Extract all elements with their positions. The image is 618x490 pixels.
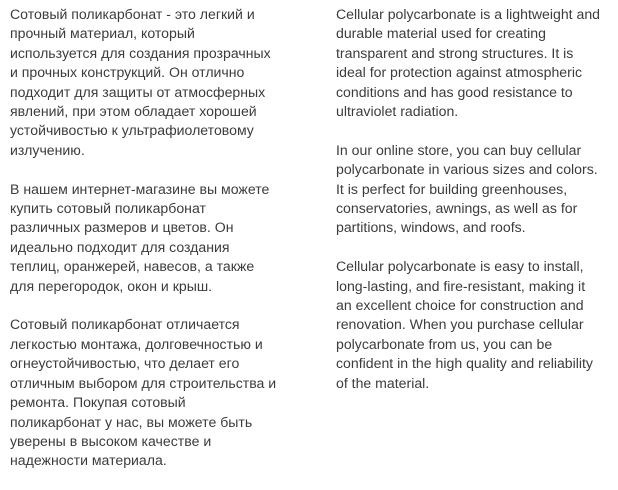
text-line: transparent and strong structures. It is bbox=[336, 44, 574, 61]
text-line: прочный материал, который bbox=[10, 25, 195, 42]
text-line: polycarbonate from us, you can be bbox=[336, 335, 553, 352]
english-paragraph-1 bbox=[336, 5, 612, 121]
text-line: различных размеров и цветов. Он bbox=[10, 219, 234, 236]
text-line: long-lasting, and fire-resistant, making it bbox=[336, 277, 586, 294]
text-line: для перегородок, окон и крыш. bbox=[10, 277, 213, 294]
text-line: огнеустойчивостью, что делает его bbox=[10, 355, 240, 372]
text-line: используется для создания прозрачных bbox=[10, 44, 271, 61]
russian-paragraph-2 bbox=[10, 180, 296, 296]
text-line: It is perfect for building greenhouses, bbox=[336, 180, 568, 197]
text-line: идеально подходит для создания bbox=[10, 238, 230, 255]
text-line: Cellular polycarbonate is easy to install, bbox=[336, 258, 584, 275]
text-line: теплиц, оранжерей, навесов, а также bbox=[10, 258, 255, 275]
text-line: надежности материала. bbox=[10, 452, 167, 469]
text-line: уверены в высоком качестве и bbox=[10, 432, 212, 449]
text-line: In our online store, you can buy cellular bbox=[336, 141, 582, 158]
text-line: ремонта. Покупая сотовый bbox=[10, 394, 186, 411]
text-line: поликарбонат у нас, вы можете быть bbox=[10, 413, 253, 430]
text-line: partitions, windows, and roofs. bbox=[336, 219, 526, 236]
text-line: и прочных конструкций. Он отлично bbox=[10, 64, 245, 81]
text-line: polycarbonate in various sizes and colors. bbox=[336, 161, 598, 178]
text-line: ultraviolet radiation. bbox=[336, 103, 459, 120]
english-paragraph-3 bbox=[336, 257, 612, 393]
russian-text-column bbox=[10, 5, 296, 490]
text-line: Сотовый поликарбонат - это легкий и bbox=[10, 6, 255, 22]
russian-paragraph-1 bbox=[10, 5, 296, 160]
text-line: отличным выбором для строительства и bbox=[10, 374, 277, 391]
text-line: купить сотовый поликарбонат bbox=[10, 200, 206, 217]
text-line: renovation. When you purchase cellular bbox=[336, 316, 584, 333]
text-line: Сотовый поликарбонат отличается bbox=[10, 316, 240, 333]
text-line: conditions and has good resistance to bbox=[336, 83, 573, 100]
english-text-column bbox=[336, 5, 612, 412]
text-line: ideal for protection against atmospheric bbox=[336, 64, 582, 81]
text-line: излучению. bbox=[10, 141, 85, 158]
text-line: подходит для защиты от атмосферных bbox=[10, 83, 266, 100]
text-line: of the material. bbox=[336, 374, 430, 391]
text-line: confident in the high quality and reliability bbox=[336, 355, 593, 372]
text-line: Cellular polycarbonate is a lightweight and bbox=[336, 6, 601, 22]
text-line: легкостью монтажа, долговечностью и bbox=[10, 335, 263, 352]
text-line: В нашем интернет-магазине вы можете bbox=[10, 180, 270, 197]
russian-paragraph-3 bbox=[10, 315, 296, 470]
text-line: conservatories, awnings, as well as for bbox=[336, 200, 578, 217]
english-paragraph-2 bbox=[336, 141, 612, 238]
text-line: an excellent choice for construction and bbox=[336, 297, 584, 314]
text-line: durable material used for creating bbox=[336, 25, 546, 42]
text-line: устойчивостью к ультрафиолетовому bbox=[10, 122, 254, 139]
text-line: явлений, при этом обладает хорошей bbox=[10, 103, 257, 120]
